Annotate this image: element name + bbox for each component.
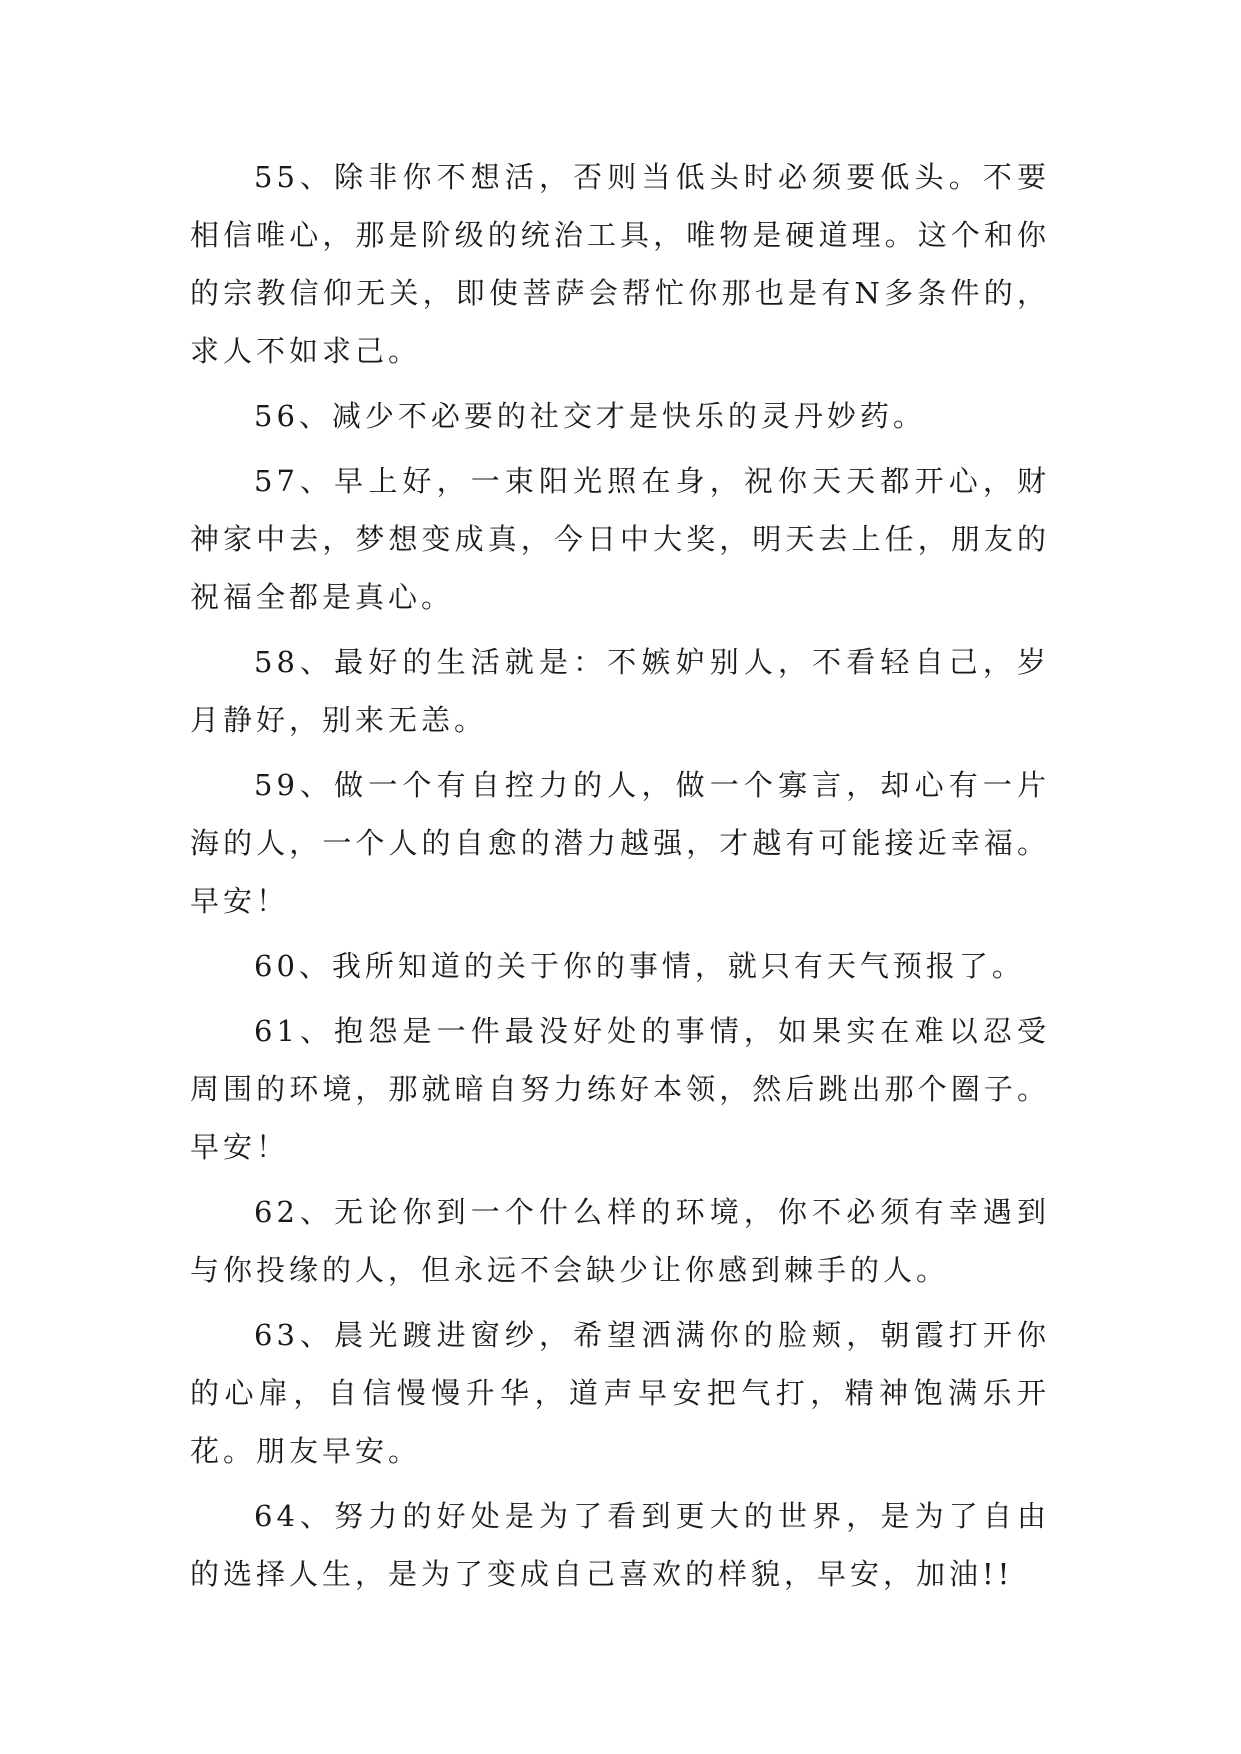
paragraph-64: 64、努力的好处是为了看到更大的世界，是为了自由的选择人生，是为了变成自己喜欢的样貌，早安，加油!! <box>190 1499 1050 1591</box>
document-body <box>190 148 1050 1610</box>
paragraph-63: 63、晨光踱进窗纱，希望洒满你的脸颊，朝霞打开你的心扉，自信慢慢升华，道声早安把气打，精神饱满乐开花。朋友早安。 <box>190 1318 1050 1468</box>
paragraph-60: 60、我所知道的关于你的事情，就只有天气预报了。 <box>254 949 1025 983</box>
paragraph-56: 56、减少不必要的社交才是快乐的灵丹妙药。 <box>254 399 926 433</box>
paragraph-62: 62、无论你到一个什么样的环境，你不必须有幸遇到与你投缘的人，但永远不会缺少让你感到棘手的人。 <box>190 1195 1050 1287</box>
paragraph-61: 61、抱怨是一件最没好处的事情，如果实在难以忍受周围的环境，那就暗自努力练好本领，然后跳出那个圈子。早安！ <box>190 1014 1050 1164</box>
paragraph-57: 57、早上好，一束阳光照在身，祝你天天都开心，财神家中去，梦想变成真，今日中大奖，明天去上任，朋友的祝福全都是真心。 <box>190 464 1050 614</box>
paragraph-58: 58、最好的生活就是：不嫉妒别人，不看轻自己，岁月静好，别来无恙。 <box>190 645 1050 737</box>
paragraph-59: 59、做一个有自控力的人，做一个寡言，却心有一片海的人，一个人的自愈的潜力越强，才越有可能接近幸福。早安！ <box>190 768 1050 918</box>
paragraph-55: 55、除非你不想活，否则当低头时必须要低头。不要相信唯心，那是阶级的统治工具，唯物是硬道理。这个和你的宗教信仰无关，即使菩萨会帮忙你那也是有N多条件的，求人不如求己。 <box>190 160 1050 368</box>
